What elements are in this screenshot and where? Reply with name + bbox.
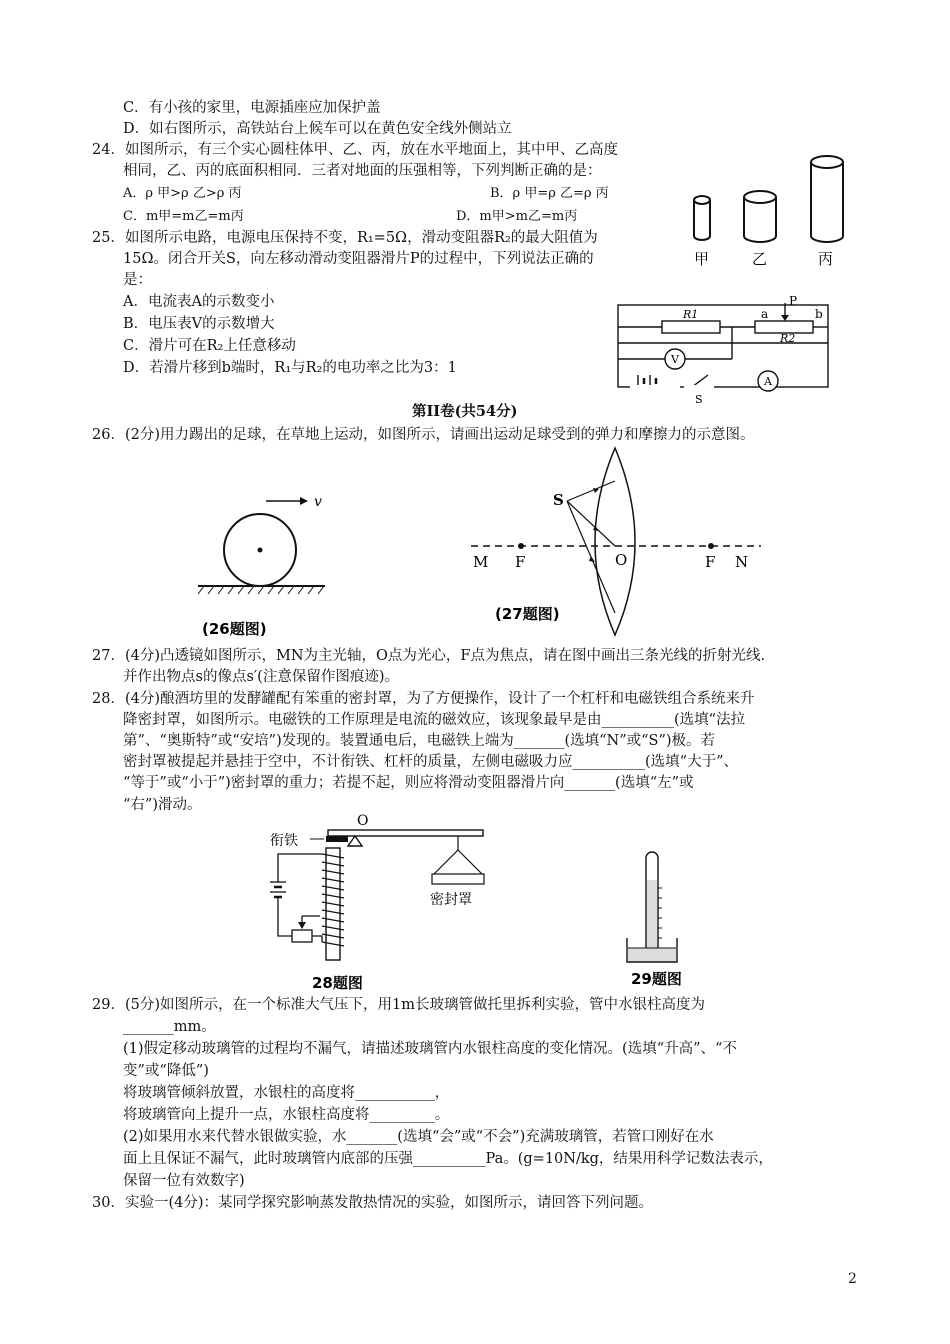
label-r2: R2 xyxy=(780,332,796,345)
label-a-meter: A xyxy=(764,375,772,388)
figure-27-lens xyxy=(465,445,765,640)
caption-29: 29题图 xyxy=(631,970,682,988)
question-24-line1: 24．如图所示，有三个实心圆柱体甲、乙、丙，放在水平地面上，其中甲、乙高度 xyxy=(92,142,618,158)
label-armature: 衔铁 xyxy=(270,833,298,849)
question-29-line8: 面上且保证不漏气，此时玻璃管内底部的压强__________Pa。(g=10N/kg，结果用科学记数法表示， xyxy=(123,1151,773,1167)
cylinder-jia xyxy=(694,196,710,240)
figure-29-tube xyxy=(615,838,715,993)
caption-26: (26题图) xyxy=(202,620,267,638)
section-title: 第II卷(共54分) xyxy=(412,403,518,420)
question-29-line4: 变”或“降低”) xyxy=(123,1063,209,1079)
label-f-right: F xyxy=(705,553,716,571)
question-27-line2: 并作出物点s的像点s′(注意保留作图痕迹)。 xyxy=(123,669,399,685)
rheostat xyxy=(292,930,312,942)
lever-bar xyxy=(328,830,483,836)
question-29-line7: (2)如果用水来代替水银做实验，水_______(选填“会”或“不会”)充满玻璃管，若管口刚好在水 xyxy=(123,1129,714,1145)
question-27-line1: 27．(4分)凸透镜如图所示，MN为主光轴，O点为光心，F点为焦点，请在图中画出三条光线的折射光线. xyxy=(92,648,766,664)
question-24-line2: 相同，乙、丙的底面积相同．三者对地面的压强相等，下列判断正确的是： xyxy=(123,163,602,179)
question-28-line6: “右”)滑动。 xyxy=(123,797,202,813)
label-v: V xyxy=(671,353,679,366)
resistor-r1 xyxy=(662,321,720,333)
question-28-line4: 密封罩被提起并悬挂于空中，不计衔铁、杠杆的质量，左侧电磁吸力应__________(选填“大于”、 xyxy=(123,754,738,770)
question-29-line1: 29．(5分)如图所示，在一个标准大气压下，用1m长玻璃管做托里拆利实验，管中水银柱高度为 xyxy=(92,997,705,1013)
cylinder-yi xyxy=(744,191,776,242)
question-29-line5: 将玻璃管倾斜放置，水银柱的高度将___________， xyxy=(123,1085,450,1101)
question-29-line2: _______mm。 xyxy=(123,1019,216,1035)
question-28-line3: 第”、“奥斯特”或“安培”)发现的。装置通电后，电磁铁上端为_______(选填“N”或“S”)极。若 xyxy=(123,733,716,749)
convex-lens xyxy=(595,448,635,635)
option-25a: A．电流表A的示数变小 xyxy=(123,294,275,310)
label-f-left: F xyxy=(515,553,526,571)
label-p: P xyxy=(789,295,798,308)
figure-26-football xyxy=(190,480,350,640)
cylinder-bing xyxy=(811,156,843,242)
question-26: 26．(2分)用力踢出的足球，在草地上运动，如图所示，请画出运动足球受到的弹力和摩擦力的示意图。 xyxy=(92,427,755,443)
question-25-line1: 25．如图所示电路，电源电压保持不变，R₁=5Ω，滑动变阻器R₂的最大阻值为 xyxy=(92,230,598,246)
focus-left xyxy=(518,543,524,549)
label-v: v xyxy=(314,494,322,510)
label-s: S xyxy=(553,491,564,509)
option-24b: B．ρ 甲=ρ 乙=ρ 丙 xyxy=(490,186,609,201)
label-m: M xyxy=(473,553,489,571)
figure-24-cylinders xyxy=(670,148,865,273)
option-25c: C．滑片可在R₂上任意移动 xyxy=(123,338,296,354)
fulcrum xyxy=(348,836,362,846)
label-b: b xyxy=(815,307,823,321)
option-23c: C．有小孩的家里，电源插座应加保护盖 xyxy=(123,100,381,116)
label-r1: R1 xyxy=(683,308,699,321)
ray-2 xyxy=(567,501,615,546)
question-28-line2: 降密封罩，如图所示。电磁铁的工作原理是电流的磁效应，该现象最早是由__________(选填“法拉 xyxy=(123,712,746,728)
question-29-line6: 将玻璃管向上提升一点，水银柱高度将_________。 xyxy=(123,1107,450,1123)
figure-25-circuit xyxy=(610,295,840,405)
question-30: 30．实验一(4分)：某同学探究影响蒸发散热情况的实验，如图所示，请回答下列问题。 xyxy=(92,1195,653,1211)
caption-28: 28题图 xyxy=(312,974,363,992)
option-25d: D．若滑片移到b端时，R₁与R₂的电功率之比为3：1 xyxy=(123,360,457,376)
label-cover: 密封罩 xyxy=(430,892,472,908)
option-25b: B．电压表V的示数增大 xyxy=(123,316,275,332)
question-29-line3: (1)假定移动玻璃管的过程均不漏气，请描述玻璃管内水银柱高度的变化情况。(选填“升高”、“不 xyxy=(123,1041,737,1057)
label-n: N xyxy=(735,553,749,571)
question-28-line1: 28．(4分)酿酒坊里的发酵罐配有笨重的密封罩，为了方便操作，设计了一个杠杆和电磁铁组合系统来升 xyxy=(92,691,755,707)
option-24d: D．m甲>m乙=m丙 xyxy=(456,209,578,224)
question-29-line9: 保留一位有效数字) xyxy=(123,1173,245,1189)
label-a: a xyxy=(761,307,769,321)
armature xyxy=(326,836,348,842)
ray-1 xyxy=(567,481,615,501)
figure-28-lever xyxy=(260,812,500,992)
seal-cover xyxy=(432,836,484,884)
option-24c: C．m甲=m乙=m丙 xyxy=(123,209,244,224)
label-yi: 乙 xyxy=(752,250,768,268)
question-25-line2: 15Ω。闭合开关S，向左移动滑动变阻器滑片P的过程中，下列说法正确的 xyxy=(123,251,594,267)
focus-right xyxy=(708,543,714,549)
caption-27: (27题图) xyxy=(495,605,560,623)
option-23d: D．如右图所示，高铁站台上候车可以在黄色安全线外侧站立 xyxy=(123,121,512,137)
page-number: 2 xyxy=(848,1271,857,1287)
mercury-column xyxy=(647,880,657,956)
label-jia: 甲 xyxy=(694,250,710,268)
label-s: S xyxy=(695,393,703,405)
label-o: O xyxy=(357,813,369,829)
option-24a: A．ρ 甲>ρ 乙>ρ 丙 xyxy=(123,186,242,201)
question-25-line3: 是： xyxy=(123,272,152,288)
label-o: O xyxy=(615,551,628,569)
question-28-line5: “等于”或“小于”)密封罩的重力；若提不起，则应将滑动变阻器滑片向_______(选填“左”或 xyxy=(123,775,694,791)
label-bing: 丙 xyxy=(818,250,834,268)
